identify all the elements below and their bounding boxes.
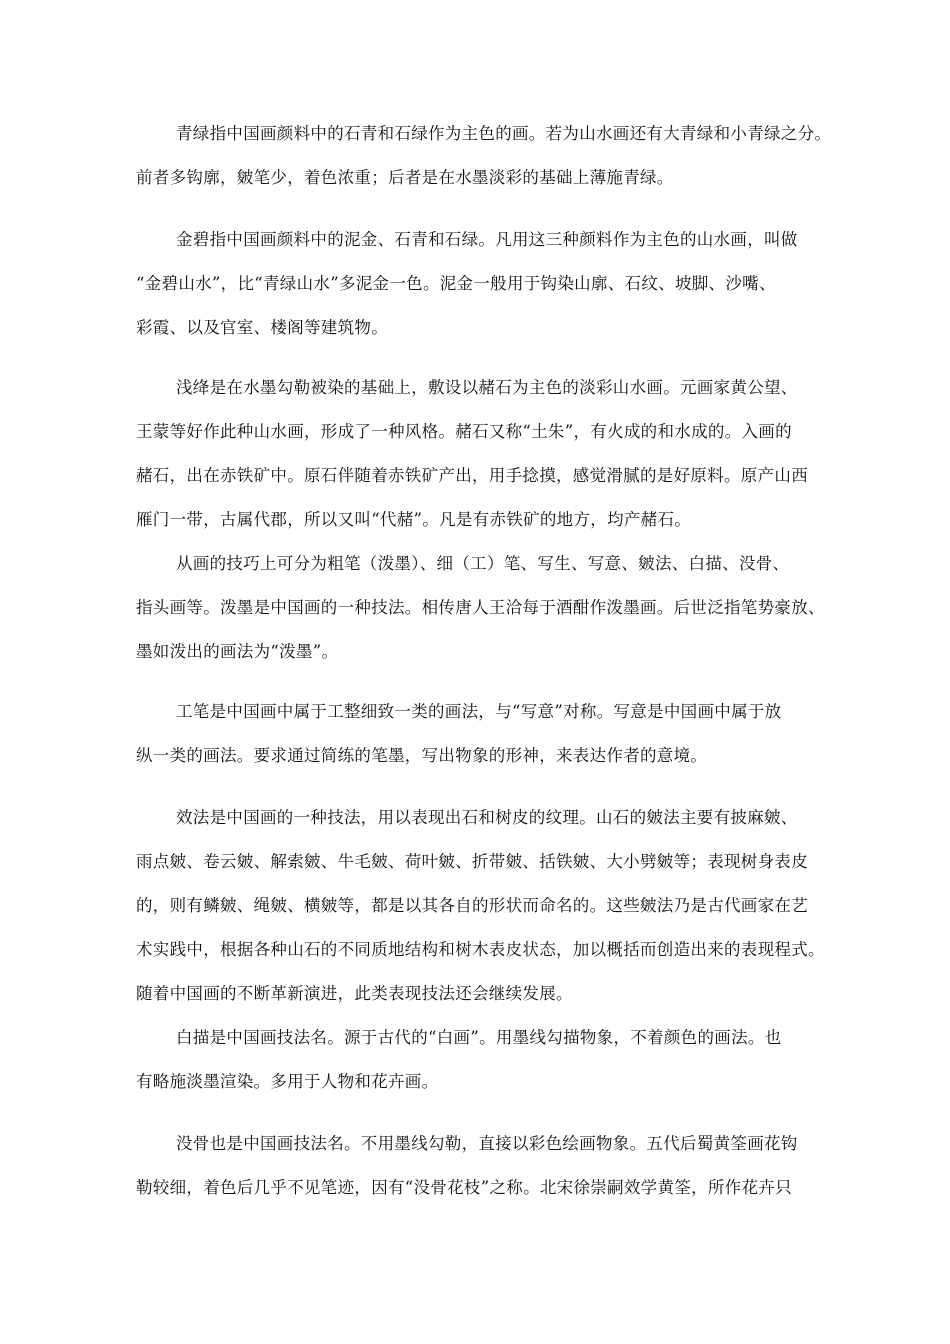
text-line: 的，则有鳞皴、绳皴、横皴等，都是以其各自的形状而命名的。这些皴法乃是古代画家在艺 (136, 896, 808, 915)
text-line: 从画的技巧上可分为粗笔（泼墨）、细（工）笔、写生、写意、皴法、白描、没骨、 (176, 554, 790, 573)
paragraph-qianjiang (136, 366, 836, 542)
text-line: 指头画等。泼墨是中国画的一种技法。相传唐人王洽每于酒酣作泼墨画。后世泛指笔势豪放、 (136, 598, 825, 617)
text-line: 金碧指中国画颜料中的泥金、石青和石绿。凡用这三种颜料作为主色的山水画，叫做 (176, 230, 798, 249)
text-line: 浅绛是在水墨勾勒被染的基础上，敷设以赭石为主色的淡彩山水画。元画家黄公望、 (176, 378, 798, 397)
paragraph-cunfa (136, 796, 836, 1016)
text-line: 王蒙等好作此种山水画，形成了一种风格。赭石又称“土朱”，有火成的和水成的。入画的 (136, 422, 792, 441)
text-line: 彩霞、以及官室、楼阁等建筑物。 (136, 318, 388, 337)
paragraph-baimiao (136, 1016, 836, 1104)
text-line: 效法是中国画的一种技法，用以表现出石和树皮的纹理。山石的皴法主要有披麻皴、 (176, 808, 798, 827)
paragraph-mogu (136, 1122, 836, 1210)
paragraph-qinglv (136, 112, 836, 200)
paragraph-jinbi (136, 218, 836, 350)
text-line: 前者多钩廓，皴笔少，着色浓重；后者是在水墨淡彩的基础上薄施青绿。 (136, 168, 674, 187)
text-line: 雨点皴、卷云皴、解索皴、牛毛皴、荷叶皴、折带皴、括铁皴、大小劈皴等；表现树身表皮 (136, 852, 808, 871)
text-line: 有略施淡墨渲染。多用于人物和花卉画。 (136, 1072, 439, 1091)
text-line: 术实践中，根据各种山石的不同质地结构和树木表皮状态，加以概括而创造出来的表现程式。 (136, 940, 825, 959)
text-line: 纵一类的画法。要求通过简练的笔墨，写出物象的形神，来表达作者的意境。 (136, 746, 708, 765)
text-line: 勒较细，着色后几乎不见笔迹，因有“没骨花枝”之称。北宋徐崇嗣效学黄筌，所作花卉只 (136, 1178, 792, 1197)
text-line: 墨如泼出的画法为“泼墨”。 (136, 642, 339, 661)
text-line: 白描是中国画技法名。源于古代的“白画”。用墨线勾描物象，不着颜色的画法。也 (176, 1028, 782, 1047)
text-line: “金碧山水”，比“青绿山水”多泥金一色。泥金一般用于钩染山廓、石纹、坡脚、沙嘴、 (136, 274, 776, 293)
text-line: 青绿指中国画颜料中的石青和石绿作为主色的画。若为山水画还有大青绿和小青绿之分。 (176, 124, 832, 143)
text-line: 工笔是中国画中属于工整细致一类的画法，与“写意”对称。写意是中国画中属于放 (176, 702, 782, 721)
paragraph-pomo (136, 542, 836, 674)
text-line: 赭石，出在赤铁矿中。原石伴随着赤铁矿产出，用手捻摸，感觉滑腻的是好原料。原产山西 (136, 466, 808, 485)
text-line: 雁门一带，古属代郡，所以又叫“代赭”。凡是有赤铁矿的地方，均产赭石。 (136, 510, 692, 529)
text-line: 没骨也是中国画技法名。不用墨线勾勒，直接以彩色绘画物象。五代后蜀黄筌画花钩 (176, 1134, 798, 1153)
paragraph-gongbi (136, 690, 836, 778)
text-line: 随着中国画的不断革新演进，此类表现技法还会继续发展。 (136, 984, 573, 1003)
